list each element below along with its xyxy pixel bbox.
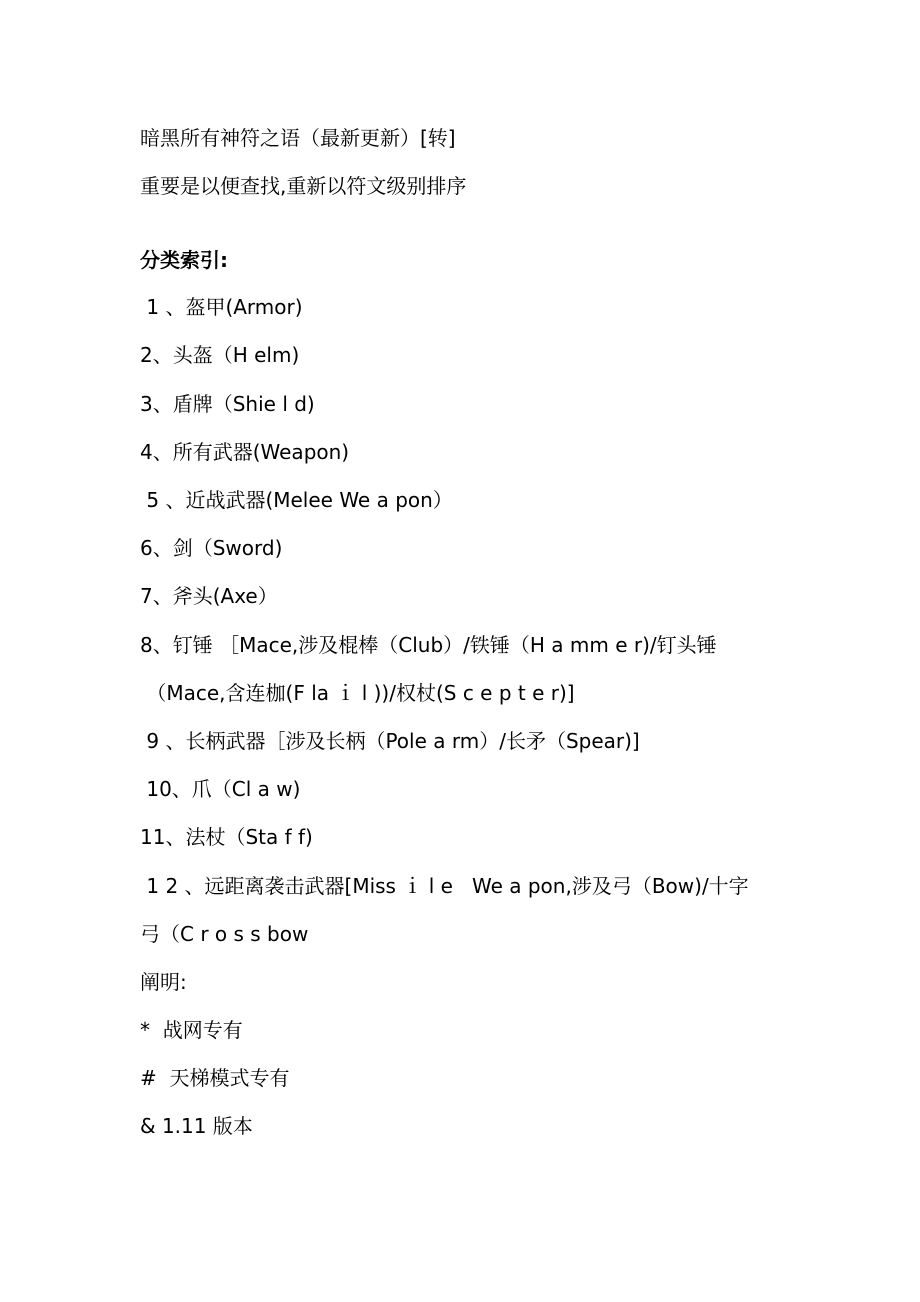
index-item-mace-continued: （Mace,含连枷(F la ｉ l ))/权杖(S c e p t e r)] xyxy=(140,681,575,705)
index-item-sword: 6、剑（Sword) xyxy=(140,536,283,560)
index-item-staff: 11、法杖（Sta f f) xyxy=(140,825,313,849)
index-item-armor: 1 、盔甲(Armor) xyxy=(140,295,303,319)
note-ladder: # 天梯模式专有 xyxy=(140,1066,290,1090)
note-version: & 1.11 版本 xyxy=(140,1114,253,1138)
index-item-polearm: 9 、长柄武器［涉及长柄（Pole a rm）/长矛（Spear)] xyxy=(140,729,640,753)
index-item-claw: 10、爪（Cl a w) xyxy=(140,777,301,801)
index-item-melee-weapon: 5 、近战武器(Melee We a pon） xyxy=(140,488,453,512)
index-item-mace: 8、钉锤 ［Mace,涉及棍棒（Club）/铁锤（H a mm e r)/钉头锤 xyxy=(140,633,717,657)
index-heading: 分类索引: xyxy=(140,248,228,272)
index-item-axe: 7、斧头(Axe） xyxy=(140,584,278,608)
index-item-helm: 2、头盔（H elm) xyxy=(140,343,300,367)
notes-heading: 阐明: xyxy=(140,970,187,994)
index-item-missile-weapon: 1 2 、远距离袭击武器[Miss ｉ l e We a pon,涉及弓（Bow)/十字 xyxy=(140,874,749,898)
document-title: 暗黑所有神符之语（最新更新）[转] xyxy=(140,126,456,150)
index-item-missile-continued: 弓（C r o s s bow xyxy=(140,922,309,946)
index-item-shield: 3、盾牌（Shie l d) xyxy=(140,392,315,416)
document-subtitle: 重要是以便查找,重新以符文级别排序 xyxy=(140,174,467,198)
index-item-weapon: 4、所有武器(Weapon) xyxy=(140,440,350,464)
note-battlenet: * 战网专有 xyxy=(140,1018,243,1042)
